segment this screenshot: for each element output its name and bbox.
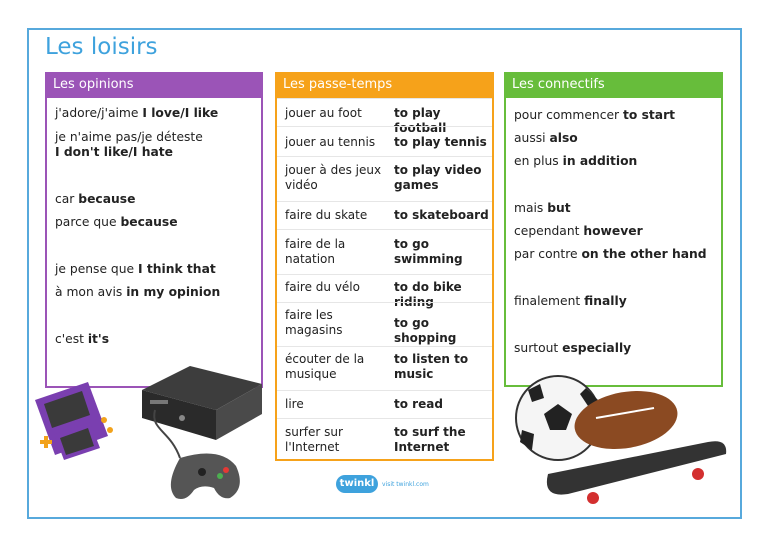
opinion-line: j'adore/j'aime I love/I like — [55, 106, 219, 120]
opinions-panel — [45, 72, 263, 388]
connective-line: pour commencer to start — [514, 108, 676, 122]
connectives-panel — [504, 72, 723, 387]
hobby-english: to play tennis — [394, 135, 487, 149]
connective-line: en plus in addition — [514, 154, 638, 168]
hobby-french: jouer au foot — [285, 106, 362, 120]
connective-line: par contre on the other hand — [514, 247, 707, 261]
hobby-english: to surf the Internet — [394, 425, 466, 454]
hobby-french: écouter de la musique — [285, 352, 365, 381]
hobby-row — [277, 390, 492, 418]
hobby-french: faire du skate — [285, 208, 368, 222]
connective-line: aussi also — [514, 131, 578, 145]
opinion-line: car because — [55, 192, 136, 206]
hobby-french: faire les magasins — [285, 308, 343, 337]
hobby-french: surfer sur l'Internet — [285, 425, 343, 454]
opinion-line: je pense que I think that — [55, 262, 216, 276]
video-games-illustration — [30, 360, 275, 510]
opinions-heading: Les opinions — [45, 72, 263, 98]
connective-line: surtout especially — [514, 341, 632, 355]
hobby-english: to skateboard — [394, 208, 489, 222]
visit-link[interactable]: visit twinkl.com — [382, 481, 429, 488]
hobby-french: faire du vélo — [285, 280, 360, 294]
hobby-english: to do bike riding — [394, 280, 462, 309]
hobbies-panel — [275, 72, 494, 461]
hobby-row — [277, 201, 492, 229]
hobby-row — [277, 126, 492, 156]
hobby-english: to go shopping — [394, 316, 457, 345]
hobby-french: lire — [285, 397, 304, 411]
connectives-heading: Les connectifs — [504, 72, 723, 98]
hobby-english: to play video games — [394, 163, 482, 192]
hobby-french: jouer au tennis — [285, 135, 376, 149]
opinion-line: I don't like/I hate — [55, 145, 174, 159]
twinkl-logo[interactable]: twinkl — [336, 475, 378, 493]
hobby-french: jouer à des jeux vidéo — [285, 163, 382, 192]
sports-illustration — [508, 370, 738, 510]
opinion-line: c'est it's — [55, 332, 110, 346]
hobby-english: to go swimming — [394, 237, 463, 266]
opinion-line: à mon avis in my opinion — [55, 285, 221, 299]
hobby-row — [277, 229, 492, 274]
hobby-english: to read — [394, 397, 443, 411]
hobby-row — [277, 156, 492, 201]
connective-line: cependant however — [514, 224, 643, 238]
opinion-line: je n'aime pas/je déteste — [55, 130, 203, 144]
hobby-english: to listen to music — [394, 352, 469, 381]
connective-line: finalement finally — [514, 294, 627, 308]
hobby-row — [277, 274, 492, 309]
connective-line: mais but — [514, 201, 571, 215]
hobby-row — [277, 418, 492, 461]
handheld-console-icon — [35, 382, 113, 460]
hobby-french: faire de la natation — [285, 237, 346, 266]
page-title: Les loisirs — [45, 34, 158, 60]
hobby-row — [277, 302, 492, 346]
hobby-row — [277, 98, 492, 135]
hobby-english: to play football — [394, 106, 447, 135]
hobbies-heading: Les passe-temps — [275, 72, 494, 98]
hobby-row — [277, 346, 492, 390]
opinion-line: parce que because — [55, 215, 178, 229]
